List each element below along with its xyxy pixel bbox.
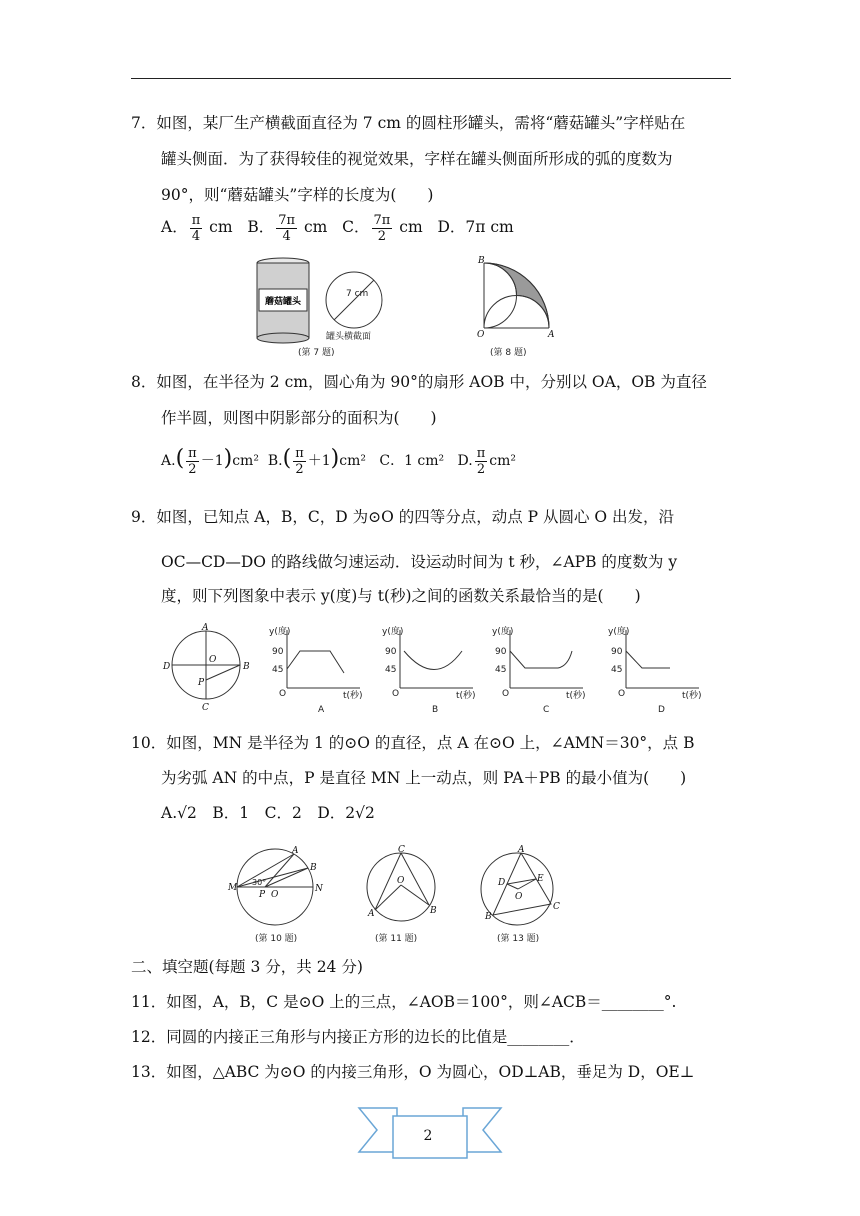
q10-point-n: N xyxy=(315,884,323,894)
q11-figure xyxy=(367,845,437,944)
q11-point-o: O xyxy=(397,876,405,886)
header-rule xyxy=(131,78,731,79)
q9-figure xyxy=(160,622,720,717)
q13-point-e: E xyxy=(537,874,544,884)
graph-c-tick-90: 90 xyxy=(495,647,507,657)
q10-point-b: B xyxy=(310,863,317,873)
graph-b-origin: O xyxy=(392,689,400,699)
q8-option-d-label: D. xyxy=(457,453,473,469)
q7-option-b-fraction: $\frac{7\pi}{4}$ xyxy=(278,212,296,244)
graph-b-x-label: t(秒) xyxy=(456,691,476,701)
q7-options: A． $\frac{\pi}{4}$ cm B． $\frac{7\pi}{4}$ cm C． $\frac{7\pi}{2}$ cm D．7π cm xyxy=(161,212,514,244)
q11-point-b: B xyxy=(430,906,437,916)
q9-line3: 度，则下列图象中表示 y(度)与 t(秒)之间的函数关系最恰当的是( ) xyxy=(161,587,641,605)
q9-line2: OC—CD—DO 的路线做匀速运动．设运动时间为 t 秒，∠APB 的度数为 y xyxy=(161,553,678,571)
graph-a[interactable] xyxy=(269,625,363,715)
q7-option-d: D．7π cm xyxy=(437,218,514,236)
graph-b-label: B xyxy=(432,705,439,715)
q9-point-b: B xyxy=(243,662,250,672)
q9-line1: 9．如图，已知点 A，B，C，D 为⊙O 的四等分点，动点 P 从圆心 O 出发，沿 xyxy=(131,508,675,526)
graph-c-label: C xyxy=(543,705,550,715)
q10-options: A.√2 B．1 C．2 D．2√2 xyxy=(161,804,375,822)
q11-point-c: C xyxy=(398,845,405,855)
q13-text: 13．如图，△ABC 为⊙O 的内接三角形，O 为圆心，OD⊥AB，垂足为 D，OE⊥ xyxy=(131,1063,695,1081)
graph-c-y-label: y(度) xyxy=(492,627,514,637)
q8-line1: 8．如图，在半径为 2 cm，圆心角为 90°的扇形 AOB 中，分别以 OA，OB 为直径 xyxy=(131,373,707,391)
graph-c[interactable] xyxy=(492,625,586,715)
q9-point-o: O xyxy=(209,655,217,665)
q9-point-p: P xyxy=(198,678,205,688)
q7-figure xyxy=(250,255,400,360)
q13-point-b: B xyxy=(485,912,492,922)
cross-section-label: 罐头横截面 xyxy=(326,332,372,342)
q7-option-a-fraction: $\frac{\pi}{4}$ xyxy=(191,212,201,244)
q10-point-p: P xyxy=(259,890,266,900)
can-label: 蘑菇罐头 xyxy=(264,297,302,307)
graph-a-label: A xyxy=(318,705,325,715)
q11-text: 11．如图，A，B，C 是⊙O 上的三点，∠AOB＝100°，则∠ACB＝________°. xyxy=(131,993,677,1011)
q10-point-a: A xyxy=(292,846,299,856)
graph-c-tick-45: 45 xyxy=(495,665,507,675)
q8-option-b-fraction: $\frac{\pi}{2}$ xyxy=(295,445,304,477)
q7-line1: 7．如图，某厂生产横截面直径为 7 cm 的圆柱形罐头，需将“蘑菇罐头”字样贴在 xyxy=(131,114,686,132)
graph-d-tick-90: 90 xyxy=(611,647,623,657)
q7-option-b-label: B． xyxy=(247,218,275,236)
graph-c-origin: O xyxy=(502,689,510,699)
q13-point-o: O xyxy=(515,892,523,902)
q13-point-c: C xyxy=(553,902,560,912)
q10-point-m: M xyxy=(228,883,238,893)
q10-line1: 10．如图，MN 是半径为 1 的⊙O 的直径，点 A 在⊙O 上，∠AMN＝30°，点 B xyxy=(131,734,695,752)
graph-d-origin: O xyxy=(618,689,626,699)
q7-option-c-label: C． xyxy=(342,218,370,236)
q7-caption: (第 7 题) xyxy=(298,348,335,358)
q13-caption: (第 13 题) xyxy=(497,934,540,944)
q10-point-o: O xyxy=(271,890,279,900)
graph-b-y-label: y(度) xyxy=(382,627,404,637)
q13-figure xyxy=(481,845,560,944)
q8-figure xyxy=(470,255,580,360)
q7-line2: 罐头侧面．为了获得较佳的视觉效果，字样在罐头侧面所形成的弧的度数为 xyxy=(161,150,673,168)
q8-option-a-label: A. xyxy=(161,453,176,469)
q10-angle-label: 30° xyxy=(252,878,267,887)
q9-point-d: D xyxy=(163,662,171,672)
graph-d-tick-45: 45 xyxy=(611,665,623,675)
q8-line2: 作半圆，则图中阴影部分的面积为( ) xyxy=(161,409,437,427)
q9-point-c: C xyxy=(202,703,209,713)
point-o-label: O xyxy=(477,330,485,340)
graph-c-x-label: t(秒) xyxy=(566,691,586,701)
graph-a-x-label: t(秒) xyxy=(343,691,363,701)
page-number: 2 xyxy=(423,1128,433,1144)
q9-point-a: A xyxy=(202,623,209,633)
graph-d[interactable] xyxy=(608,625,702,715)
graph-d-label: D xyxy=(658,705,665,715)
q13-point-d: D xyxy=(498,878,506,888)
q8-option-c: C．1 cm² xyxy=(379,453,445,469)
point-b-label: B xyxy=(478,256,485,266)
graph-a-tick-90: 90 xyxy=(272,647,284,657)
q8-option-a-fraction: $\frac{\pi}{2}$ xyxy=(188,445,197,477)
graph-d-x-label: t(秒) xyxy=(682,691,702,701)
q13-point-a: A xyxy=(518,845,525,855)
q10-line2: 为劣弧 AN 的中点，P 是直径 MN 上一动点，则 PA＋PB 的最小值为( ) xyxy=(161,769,687,787)
q7-option-c-fraction: $\frac{7\pi}{2}$ xyxy=(373,212,391,244)
q8-options: A.( $\frac{\pi}{2}$ －1)cm² B.( $\frac{\pi}{2}$ ＋1)cm² C．1 cm² D. $\frac{\pi}{2}$ cm² xyxy=(161,445,516,477)
diameter-label: 7 cm xyxy=(346,289,369,299)
q11-point-a: A xyxy=(368,909,375,919)
q7-option-a-label: A． xyxy=(161,218,188,236)
q11-caption: (第 11 题) xyxy=(375,934,418,944)
graph-d-y-label: y(度) xyxy=(608,627,630,637)
q10-11-13-figures xyxy=(225,843,560,948)
graph-a-origin: O xyxy=(279,689,287,699)
section-2-heading: 二、填空题(每题 3 分，共 24 分) xyxy=(131,958,363,976)
point-a-label: A xyxy=(548,330,555,340)
graph-b-tick-45: 45 xyxy=(385,665,397,675)
q8-option-b-label: B. xyxy=(267,453,283,469)
graph-a-y-label: y(度) xyxy=(269,627,291,637)
q10-caption: (第 10 题) xyxy=(255,934,298,944)
q7-line3: 90°，则“蘑菇罐头”字样的长度为( ) xyxy=(161,186,434,204)
q12-text: 12．同圆的内接正三角形与内接正方形的边长的比值是________． xyxy=(131,1028,585,1046)
q8-option-d-fraction: $\frac{\pi}{2}$ xyxy=(476,445,486,477)
graph-a-tick-45: 45 xyxy=(272,665,284,675)
q10-figure xyxy=(227,846,324,944)
graph-b[interactable] xyxy=(382,625,476,715)
graph-b-tick-90: 90 xyxy=(385,647,397,657)
q8-caption: (第 8 题) xyxy=(490,348,527,358)
